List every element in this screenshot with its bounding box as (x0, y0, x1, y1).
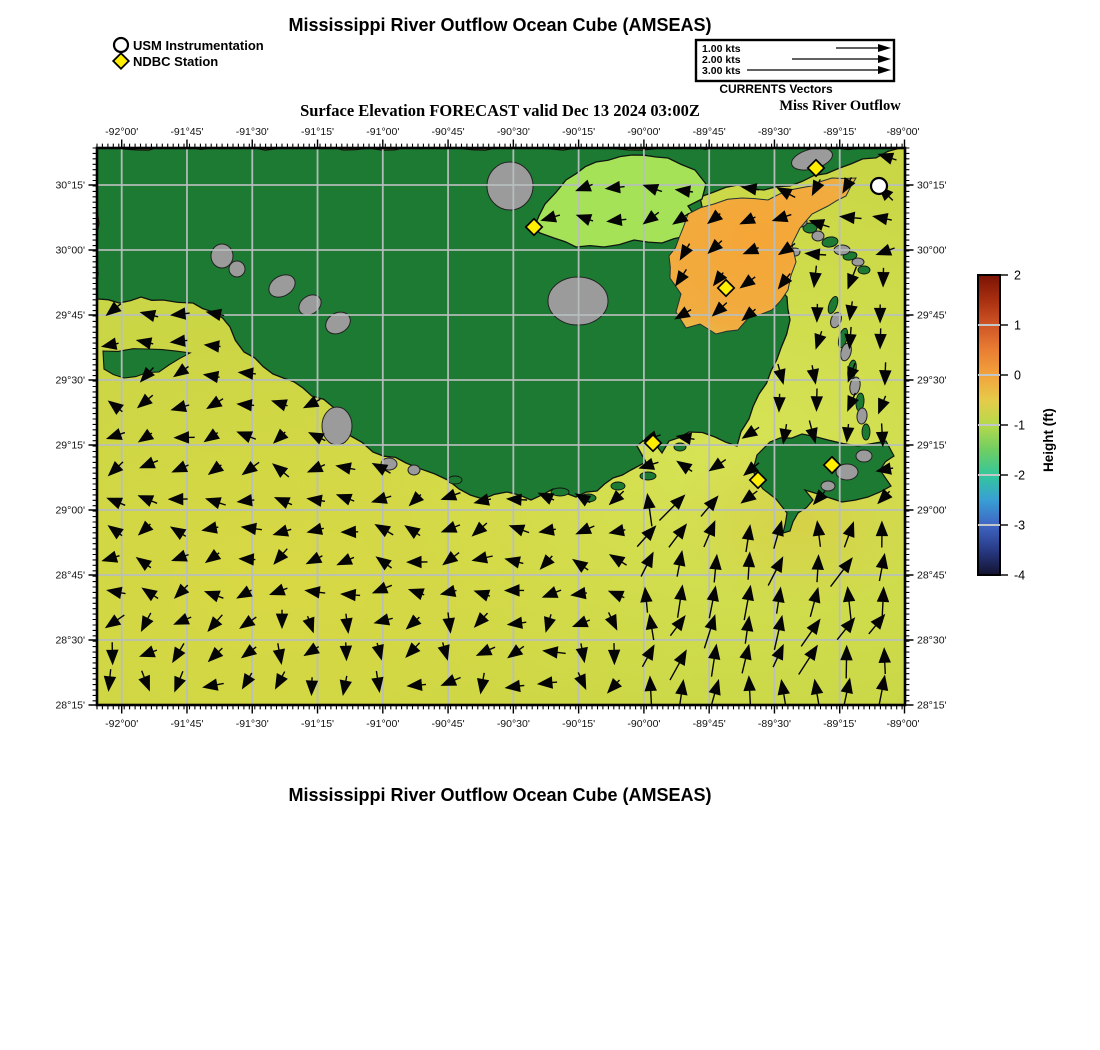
axis-label-lon-bottom: -92°00' (105, 718, 139, 730)
colorbar-tick-label: -4 (1014, 568, 1026, 583)
legend-label-usm: USM Instrumentation (133, 38, 264, 53)
scale-entry-label: 1.00 kts (702, 43, 741, 55)
axis-label-lat-right: 29°30' (917, 374, 947, 387)
axis-label-lat-right: 28°45' (917, 569, 947, 582)
inland-lake-gray (852, 258, 864, 266)
colorbar-label: Height (ft) (1041, 408, 1056, 472)
axis-label-lat-left: 30°00' (55, 244, 85, 257)
currents-caption: CURRENTS Vectors (719, 82, 833, 96)
axis-label-lon-bottom: -89°30' (757, 718, 791, 730)
axis-label-lon-bottom: -91°45' (170, 718, 204, 730)
axis-label-lat-right: 29°45' (917, 309, 947, 322)
islet-land (862, 424, 870, 440)
axis-label-lat-right: 28°15' (917, 699, 947, 712)
inland-lake-gray (229, 261, 245, 277)
colorbar (978, 269, 1025, 583)
legend-label-ndbc: NDBC Station (133, 54, 219, 69)
axis-label-lat-right: 28°30' (917, 634, 947, 647)
inland-lake-gray (211, 244, 233, 268)
islet-land (858, 266, 870, 274)
axis-label-lon-top: -89°30' (757, 126, 791, 138)
axis-label-lon-top: -91°30' (235, 126, 269, 138)
axis-label-lon-bottom: -89°15' (823, 718, 857, 730)
axis-label-lon-top: -89°45' (692, 126, 726, 138)
map-canvas (95, 144, 930, 715)
axis-label-lon-bottom: -91°30' (235, 718, 269, 730)
islet-land (611, 482, 625, 490)
axis-label-lon-top: -92°00' (105, 126, 139, 138)
axis-label-lat-left: 28°15' (55, 699, 85, 712)
axis-label-lon-top: -89°00' (886, 126, 920, 138)
axis-label-lon-top: -90°45' (431, 126, 465, 138)
inland-lake-gray (487, 162, 533, 210)
axis-label-lon-bottom: -89°00' (886, 718, 920, 730)
axis-label-lat-left: 29°45' (55, 309, 85, 322)
axis-label-lon-top: -91°00' (366, 126, 400, 138)
axis-label-lon-bottom: -90°00' (627, 718, 661, 730)
inland-lake-gray (408, 465, 420, 475)
axis-label-lon-top: -91°15' (300, 126, 335, 138)
axis-label-lat-left: 29°15' (55, 439, 85, 452)
colorbar-tick-label: 0 (1014, 368, 1021, 383)
colorbar-tick-label: -3 (1014, 518, 1026, 533)
ndbc-diamond-icon (113, 53, 129, 69)
axis-label-lon-top: -91°45' (170, 126, 204, 138)
colorbar-tick-label: -1 (1014, 418, 1026, 433)
scale-entry-label: 3.00 kts (702, 65, 741, 77)
axis-label-lat-right: 29°15' (917, 439, 947, 452)
axis-label-lon-bottom: -91°00' (366, 718, 400, 730)
axis-label-lon-top: -90°00' (627, 126, 661, 138)
colorbar-tick-label: -2 (1014, 468, 1026, 483)
axis-label-lat-left: 29°00' (55, 504, 85, 517)
axis-label-lon-top: -89°15' (823, 126, 857, 138)
islet-land (640, 472, 656, 480)
figure-title-bottom: Mississippi River Outflow Ocean Cube (AMSEAS) (288, 785, 712, 805)
map-legend (113, 38, 264, 69)
outflow-label: Miss River Outflow (779, 98, 901, 114)
axis-label-lat-left: 28°45' (55, 569, 85, 582)
axis-label-lat-left: 29°30' (55, 374, 85, 387)
inland-lake-gray (322, 407, 352, 445)
axis-label-lon-bottom: -90°45' (431, 718, 465, 730)
axis-label-lat-right: 29°00' (917, 504, 947, 517)
axis-label-lon-bottom: -90°15' (562, 718, 596, 730)
inland-lake-gray (812, 231, 824, 241)
inland-lake-gray (821, 481, 835, 491)
axis-label-lon-bottom: -89°45' (692, 718, 726, 730)
axis-label-lat-right: 30°00' (917, 244, 947, 257)
axis-label-lat-left: 30°15' (55, 179, 85, 192)
colorbar-tick-label: 2 (1014, 268, 1021, 283)
usm-station-marker (871, 178, 887, 194)
islet-land (448, 476, 462, 484)
axis-label-lat-left: 28°30' (55, 634, 85, 647)
axis-label-lon-bottom: -90°30' (496, 718, 530, 730)
inland-lake-gray (856, 450, 872, 462)
axis-label-lon-bottom: -91°15' (300, 718, 335, 730)
scale-entry-label: 2.00 kts (702, 54, 741, 66)
usm-circle-icon (114, 38, 128, 52)
axis-label-lon-top: -90°30' (496, 126, 530, 138)
colorbar-tick-label: 1 (1014, 318, 1021, 333)
forecast-subtitle: Surface Elevation FORECAST valid Dec 13 2024 03:00Z (300, 101, 700, 120)
figure-title: Mississippi River Outflow Ocean Cube (AMSEAS) (288, 15, 712, 35)
axis-label-lat-right: 30°15' (917, 179, 947, 192)
axis-label-lon-top: -90°15' (562, 126, 596, 138)
